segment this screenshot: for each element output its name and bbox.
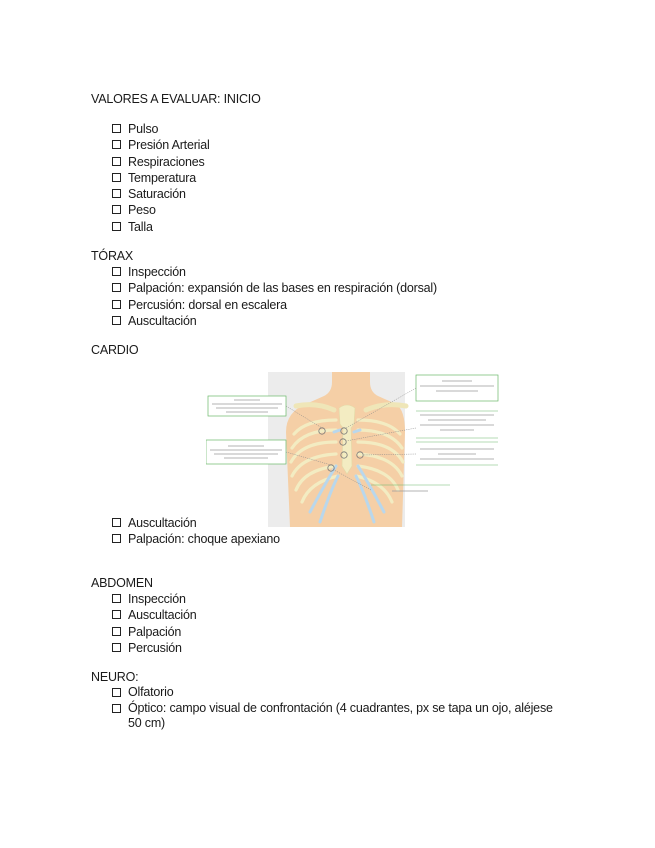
checklist-item[interactable]: Olfatorio — [112, 685, 558, 701]
checkbox-icon[interactable] — [112, 140, 121, 149]
chest-auscultation-diagram — [206, 372, 504, 527]
checkbox-icon[interactable] — [112, 643, 121, 652]
checkbox-icon[interactable] — [112, 157, 121, 166]
checklist-item[interactable]: Temperatura — [112, 170, 210, 186]
checklist-abdomen — [112, 591, 196, 656]
chest-illustration — [206, 372, 504, 527]
checklist-item[interactable]: Auscultación — [112, 515, 280, 531]
checkbox-icon[interactable] — [112, 173, 121, 182]
checklist-item[interactable]: Saturación — [112, 186, 210, 202]
checkbox-icon[interactable] — [112, 534, 121, 543]
checklist-cardio — [112, 515, 280, 548]
checkbox-icon[interactable] — [112, 610, 121, 619]
checklist-item[interactable]: Auscultación — [112, 607, 196, 623]
checklist-item[interactable]: Inspección — [112, 264, 437, 280]
checkbox-icon[interactable] — [112, 627, 121, 636]
checklist-item[interactable]: Pulso — [112, 121, 210, 137]
checklist-item[interactable]: Presión Arterial — [112, 137, 210, 153]
checkbox-icon[interactable] — [112, 283, 121, 292]
checklist-torax — [112, 264, 437, 329]
checkbox-icon[interactable] — [112, 222, 121, 231]
checklist-valores — [112, 121, 210, 235]
checkbox-icon[interactable] — [112, 594, 121, 603]
checkbox-icon[interactable] — [112, 704, 121, 713]
label-box-right-1 — [416, 375, 498, 401]
section-heading-cardio: CARDIO — [91, 343, 139, 357]
checkbox-icon[interactable] — [112, 518, 121, 527]
section-heading-valores: VALORES A EVALUAR: INICIO — [91, 92, 261, 106]
label-box-left-bottom — [206, 440, 286, 464]
checklist-item[interactable]: Palpación: expansión de las bases en respiración (dorsal) — [112, 280, 437, 296]
checklist-item[interactable]: Auscultación — [112, 313, 437, 329]
checkbox-icon[interactable] — [112, 189, 121, 198]
checklist-item[interactable]: Percusión: dorsal en escalera — [112, 297, 437, 313]
checklist-item[interactable]: Talla — [112, 219, 210, 235]
section-heading-neuro: NEURO: — [91, 670, 139, 684]
checklist-item[interactable]: Palpación — [112, 624, 196, 640]
section-heading-torax: TÓRAX — [91, 249, 134, 263]
checklist-item[interactable]: Palpación: choque apexiano — [112, 531, 280, 547]
label-box-left-top — [208, 396, 286, 416]
checkbox-icon[interactable] — [112, 124, 121, 133]
checklist-item[interactable]: Peso — [112, 202, 210, 218]
checklist-neuro — [112, 685, 558, 732]
checkbox-icon[interactable] — [112, 300, 121, 309]
checkbox-icon[interactable] — [112, 688, 121, 697]
checkbox-icon[interactable] — [112, 267, 121, 276]
checklist-item[interactable]: Óptico: campo visual de confrontación (4 cuadrantes, px se tapa un ojo, aléjese 50 cm) — [112, 701, 558, 732]
checklist-item[interactable]: Percusión — [112, 640, 196, 656]
checklist-item[interactable]: Inspección — [112, 591, 196, 607]
section-heading-abdomen: ABDOMEN — [91, 576, 153, 590]
checklist-item[interactable]: Respiraciones — [112, 154, 210, 170]
checkbox-icon[interactable] — [112, 205, 121, 214]
checkbox-icon[interactable] — [112, 316, 121, 325]
